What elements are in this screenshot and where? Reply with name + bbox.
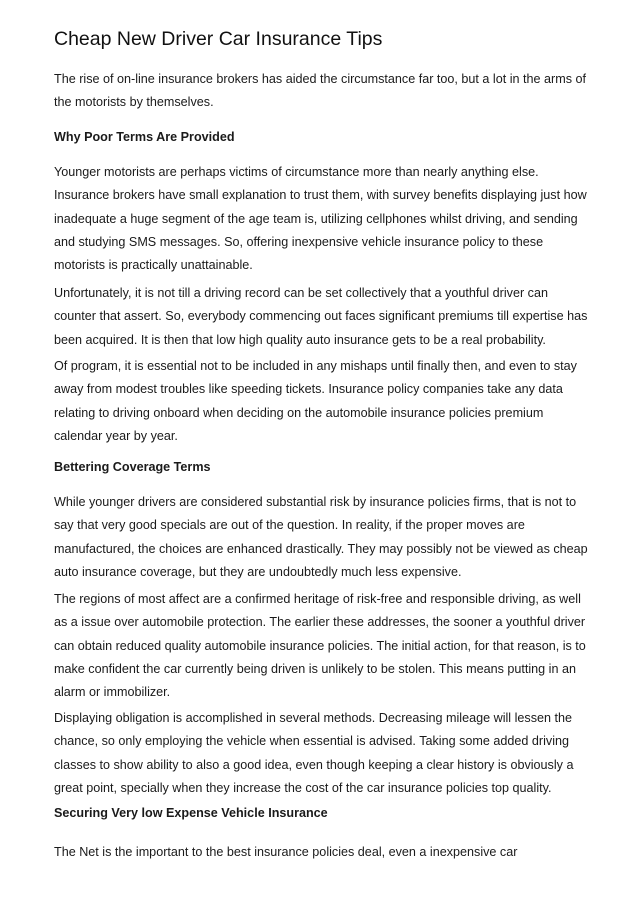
section-heading-bettering-coverage: Bettering Coverage Terms — [54, 460, 211, 474]
paragraph: While younger drivers are considered substantial risk by insurance policies firms, that is not to say that very good specials are out of the question. In reality, if the proper moves are manufactured, the choices are enhanced drastically. They may possibly not be viewed as cheap auto insurance coverage, but they are undoubtedly much less expensive. — [54, 495, 588, 579]
section-heading-why-poor-terms: Why Poor Terms Are Provided — [54, 130, 235, 144]
paragraph: The Net is the important to the best insurance policies deal, even a inexpensive car — [54, 845, 518, 859]
paragraph: Younger motorists are perhaps victims of circumstance more than nearly anything else. Insurance brokers have small explanation to trust them, with survey benefits displaying just how inadequate a huge segment of the age team is, utilizing cellphones whilst driving, and sending and studying SMS messages. So, offering inexpensive vehicle insurance policy to these motorists is practically unattainable. — [54, 165, 587, 273]
section-heading-securing-low-expense: Securing Very low Expense Vehicle Insurance — [54, 806, 328, 820]
paragraph: Of program, it is essential not to be included in any mishaps until finally then, and even to stay away from modest troubles like speeding tickets. Insurance policy companies take any data relating to driving onboard when deciding on the automobile insurance policies premium calendar year by year. — [54, 359, 577, 443]
document-title: Cheap New Driver Car Insurance Tips — [54, 28, 383, 50]
intro-paragraph: The rise of on-line insurance brokers has aided the circumstance far too, but a lot in the arms of the motorists by themselves. — [54, 72, 587, 110]
paragraph: Displaying obligation is accomplished in several methods. Decreasing mileage will lessen the chance, so only employing the vehicle when essential is advised. Taking some added driving classes to show ability to also a good idea, even though keeping a clear history is obviously a great point, specially when they increase the cost of the car insurance policies top quality. — [54, 711, 574, 795]
paragraph: Unfortunately, it is not till a driving record can be set collectively that a youthful driver can counter that assert. So, everybody commencing out faces significant premiums till expertise has been acquired. It is then that low high quality auto insurance gets to be a real probability. — [54, 286, 588, 347]
paragraph: The regions of most affect are a confirmed heritage of risk-free and responsible driving, as well as a issue over automobile protection. The earlier these addresses, the sooner a youthful driver can obtain reduced quality automobile insurance policies. The initial action, for that reason, is to make confident the car currently being driven is unlikely to be stolen. This means putting in an alarm or immobilizer. — [54, 592, 586, 700]
